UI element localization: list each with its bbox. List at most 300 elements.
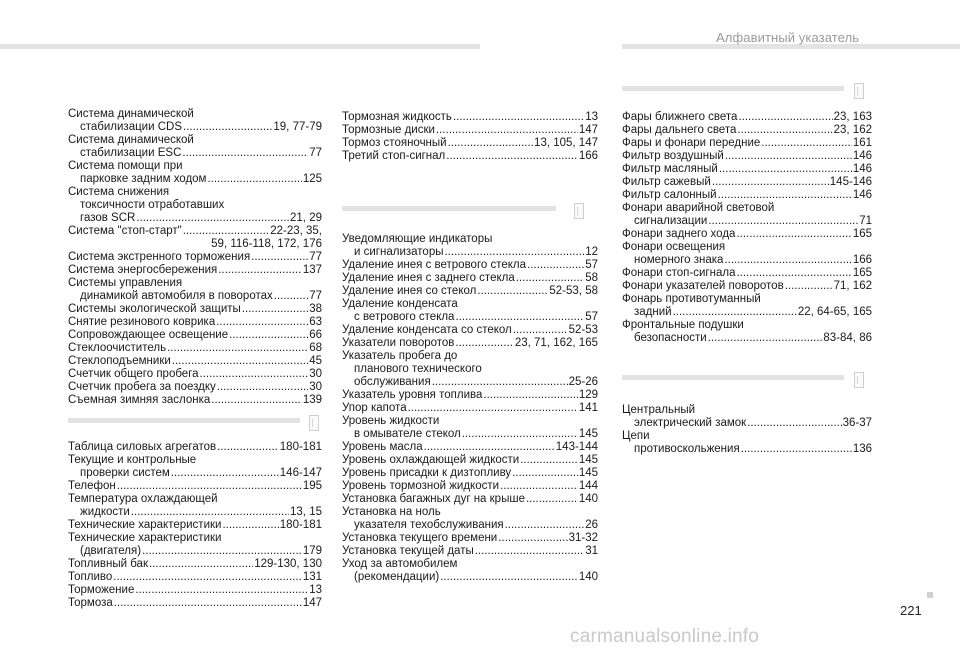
entry-heading: Система динамической [68,134,194,146]
entry-heading: Уход за автомобилем [342,558,458,570]
index-entry [342,415,598,441]
index-entry [342,441,598,454]
dot-leader [149,558,253,571]
index-entry [342,467,598,480]
index-entry [342,285,598,298]
entry-pages: 12 [585,246,598,258]
index-entry [622,404,872,430]
index-entry [342,402,598,415]
dot-leader [785,280,833,293]
index-column [622,404,872,456]
index-entry [68,493,322,519]
entry-text: Таблица силовых агрегатов [68,441,217,453]
entry-pages: 129-130, 130 [254,558,322,570]
index-entry [342,506,598,532]
index-entry [68,134,322,160]
dot-leader [432,376,568,389]
dot-leader [718,189,852,202]
entry-pages: 166 [852,254,872,266]
entry-pages: 36-37 [842,417,872,429]
entry-pages: 23, 163 [833,111,872,123]
index-entry [342,298,598,324]
page-number: 221 [900,603,922,618]
entry-pages: 13 [309,584,322,596]
index-entry [68,277,322,303]
index-entry [622,163,872,176]
entry-pages: 145 [578,454,598,466]
entry-heading: Фонарь противотуманный [622,293,761,305]
entry-pages: 166 [578,150,598,162]
index-entry [68,251,322,264]
entry-pages: 58 [585,272,598,284]
entry-text: сигнализации [634,215,708,227]
entry-text: жидкости [80,506,130,518]
entry-text: указателя техобслуживания [354,519,504,531]
entry-text: Упор капота [342,402,407,414]
dot-leader [444,246,584,259]
entry-text: Фильтр воздушный [622,150,724,162]
entry-text: Стеклоподъемники [68,355,171,367]
entry-pages: 145 [578,428,598,440]
entry-text: Фонари стоп-сигнала [622,267,736,279]
dot-leader [455,337,513,350]
page-header-title: Алфавитный указатель [716,30,860,45]
dot-leader [483,389,577,402]
index-entry [68,480,322,493]
entry-heading: Системы управления [68,277,183,289]
entry-heading: Установка на ноль [342,506,441,518]
index-entry [68,441,322,454]
index-entry [342,493,598,506]
entry-pages: 147 [302,597,322,609]
entry-heading: Система помощи при [68,160,183,172]
dot-leader [477,285,548,298]
entry-text: Стеклоочиститель [68,342,167,354]
entry-heading: Технические характеристики [68,532,222,544]
entry-pages: 31 [585,545,598,557]
dot-leader [408,402,578,415]
dot-leader [738,111,832,124]
dot-leader [736,228,851,241]
entry-pages: 145-146 [829,176,872,188]
index-entry [342,350,598,389]
index-entry [342,558,598,584]
index-entry [68,342,322,355]
entry-text: Установка текущего времени [342,532,498,544]
entry-pages: 13, 15 [290,506,322,518]
entry-text: Тормозные диски [342,124,435,136]
entry-pages: 66 [309,329,322,341]
entry-text: Тормозная жидкость [342,111,452,123]
index-entry [68,558,322,571]
entry-pages: 30 [309,381,322,393]
dot-leader [172,355,308,368]
dot-leader [136,212,289,225]
page-corner-mark [927,592,933,598]
dot-leader [516,272,584,285]
index-entry [342,532,598,545]
section-marker-icon [309,415,319,431]
entry-heading: Температура охлаждающей [68,493,218,505]
dot-leader [708,215,858,228]
index-entry [622,228,872,241]
dot-leader [741,443,852,456]
index-entry [342,389,598,402]
dot-leader [207,173,301,186]
index-column [68,108,322,407]
index-entry [68,186,322,225]
index-entry [622,280,872,293]
entry-text: парковке задним ходом [80,173,207,185]
index-entry [68,597,322,610]
index-entry [622,189,872,202]
entry-pages: 137 [302,264,322,276]
index-entry [622,137,872,150]
entry-text: Технические характеристики [68,519,222,531]
index-entry [68,108,322,134]
entry-text: с ветрового стекла [354,311,455,323]
index-entry [622,267,872,280]
entry-text: Фары и фонари передние [622,137,761,149]
entry-text: Удаление инея со стекол [342,285,477,297]
entry-pages: 71 [859,215,872,227]
entry-heading: Система динамической [68,108,194,120]
entry-pages: 22, 64-65, 165 [797,306,872,318]
index-entry [622,319,872,345]
entry-text: Фонари указателей поворотов [622,280,784,292]
dot-leader [453,111,584,124]
entry-pages: 63 [309,316,322,328]
entry-heading: Фронтальные подушки [622,319,744,331]
entry-pages: 23, 162 [833,124,872,136]
entry-text: Установка багажных дуг на крыше [342,493,525,505]
entry-text: противоскольжения [634,443,740,455]
entry-pages: 141 [578,402,598,414]
entry-pages: 52-53, 58 [549,285,598,297]
dot-leader [761,137,852,150]
entry-text: Третий стоп-сигнал [342,150,446,162]
entry-text: Система экстренного торможения [68,251,251,263]
entry-pages: 38 [309,303,322,315]
entry-text: номерного знака [634,254,724,266]
entry-heading: Удаление конденсата [342,298,458,310]
entry-text: газов SCR [80,212,136,224]
entry-pages: 131 [302,571,322,583]
entry-text: Системы экологической защиты [68,303,241,315]
entry-text: Тормоз стояночный [342,137,447,149]
dot-leader [242,303,308,316]
entry-pages: 140 [578,493,598,505]
entry-pages: 165 [852,267,872,279]
entry-text: Удаление инея с заднего стекла [342,272,515,284]
section-marker-icon [574,203,584,219]
entry-text: Система энергосбережения [68,264,218,276]
entry-text: Фары ближнего света [622,111,738,123]
entry-text: Уровень охлаждающей жидкости [342,454,520,466]
entry-pages: 180-181 [279,441,322,453]
entry-pages: 22-23, 35, [270,225,322,237]
index-entry [68,394,322,407]
entry-text: Фары дальнего света [622,124,737,136]
entry-text: электрический замок [634,417,747,429]
index-entry [342,150,598,163]
entry-pages: 13, 105, 147 [534,137,598,149]
index-column [68,441,322,610]
dot-leader [712,176,829,189]
entry-text: Топливный бак [68,558,148,570]
entry-pages: 19, 77-79 [273,121,322,133]
dot-leader [200,368,309,381]
index-entry [68,571,322,584]
entry-heading: Система снижения [68,186,170,198]
dot-leader [512,467,578,480]
entry-pages: 57 [585,311,598,323]
index-entry [622,293,872,319]
index-entry [342,259,598,272]
entry-text: динамикой автомобиля в поворотах [80,290,273,302]
dot-leader [217,441,279,454]
entry-pages: 77 [309,147,322,159]
entry-pages: 21, 29 [290,212,322,224]
entry-pages: 161 [852,137,872,149]
entry-pages: 13 [585,111,598,123]
entry-heading: Указатель пробега до [342,350,458,362]
entry-pages: 71, 162 [833,280,872,292]
dot-leader [218,264,302,277]
section-marker-icon [854,83,864,99]
entry-pages: 146 [852,163,872,175]
dot-leader [183,225,269,238]
index-entry [342,137,598,150]
dot-leader [719,163,852,176]
dot-leader [117,480,302,493]
entry-text: Фильтр салонный [622,189,717,201]
dot-leader [183,121,272,134]
dot-leader [462,428,578,441]
entry-text: Уровень масла [342,441,423,453]
entry-text: стабилизации ESC [80,147,182,159]
entry-text: задний [634,306,672,318]
entry-text: Уровень тормозной жидкости [342,480,500,492]
entry-pages: 165 [852,228,872,240]
dot-leader [182,147,308,160]
index-column [342,111,598,163]
entry-text: проверки систем [80,467,170,479]
index-entry [622,176,872,189]
entry-heading: Уровень жидкости [342,415,440,427]
index-entry [68,381,322,394]
entry-pages: 146 [852,189,872,201]
entry-heading: Центральный [622,404,696,416]
entry-text: Фильтр масляный [622,163,718,175]
index-entry [342,124,598,137]
index-entry [342,324,598,337]
dot-leader [222,519,278,532]
index-entry [68,355,322,368]
index-entry [68,303,322,316]
entry-pages: 146-147 [279,467,322,479]
entry-pages: 25-26 [568,376,598,388]
dot-leader [527,259,584,272]
entry-text: Торможение [68,584,135,596]
index-entry [68,454,322,480]
dot-leader [513,324,568,337]
dot-leader [135,584,308,597]
entry-text: Указатель уровня топлива [342,389,483,401]
dot-leader [725,150,852,163]
dot-leader [113,571,302,584]
index-entry [68,532,322,558]
index-entry [622,124,872,137]
entry-text: Система "стоп-старт" [68,225,182,237]
index-entry [342,480,598,493]
entry-pages: 195 [302,480,322,492]
entry-pages: 180-181 [279,519,322,531]
dot-leader [274,290,308,303]
entry-text: (рекомендации) [354,571,440,583]
entry-text: Счетчик общего пробега [68,368,199,380]
entry-heading: Фонари аварийной световой [622,202,775,214]
entry-text: Удаление конденсата со стекол [342,324,512,336]
dot-leader [505,519,585,532]
entry-text: (двигателя) [80,545,142,557]
entry-pages: 52-53 [568,324,598,336]
index-entry [68,519,322,532]
entry-pages: 30 [309,368,322,380]
entry-text: Фильтр сажевый [622,176,711,188]
entry-text: и сигнализаторы [354,246,444,258]
entry-heading: планового технического [354,363,482,375]
index-entry [342,545,598,558]
header-bar-left [0,44,480,49]
entry-text: Фонари заднего хода [622,228,736,240]
dot-leader [737,124,832,137]
dot-leader [673,306,797,319]
dot-leader [171,467,279,480]
index-entry [342,111,598,124]
dot-leader [424,441,555,454]
entry-pages: 140 [578,571,598,583]
entry-text: Установка текущей даты [342,545,474,557]
entry-text: Съемная зимняя заслонка [68,394,211,406]
entry-text: Счетчик пробега за поездку [68,381,216,393]
section-marker-icon [854,372,864,388]
entry-pages: 143-144 [555,441,598,453]
dot-leader [747,417,841,430]
entry-heading: токсичности отработавших [80,199,225,211]
index-entry [342,337,598,350]
dot-leader [229,329,308,342]
dot-leader [446,150,578,163]
entry-pages: 77 [309,290,322,302]
entry-pages-extra: 59, 116-118, 172, 176 [211,238,322,250]
index-entry [68,316,322,329]
index-entry [622,150,872,163]
dot-leader [216,316,308,329]
index-entry [622,430,872,456]
index-entry [68,329,322,342]
entry-text: Телефон [68,480,116,492]
entry-pages: 179 [302,545,322,557]
index-entry [622,241,872,267]
entry-pages: 146 [852,150,872,162]
dot-leader [114,597,302,610]
entry-pages: 125 [302,173,322,185]
dot-leader [455,311,584,324]
entry-pages: 45 [309,355,322,367]
entry-heading: Текущие и контрольные [68,454,197,466]
index-entry [68,368,322,381]
entry-text: обслуживания [354,376,431,388]
dot-leader [131,506,289,519]
index-column [342,233,598,584]
entry-pages: 83-84, 86 [823,332,872,344]
entry-pages: 129 [578,389,598,401]
entry-pages: 26 [585,519,598,531]
index-entry [622,111,872,124]
entry-pages: 31-32 [568,532,598,544]
entry-text: Указатели поворотов [342,337,455,349]
dot-leader [436,124,578,137]
dot-leader [736,267,851,280]
dot-leader [498,532,567,545]
entry-pages: 145 [578,467,598,479]
dot-leader [520,454,578,467]
index-entry [342,454,598,467]
dot-leader [217,381,308,394]
dot-leader [167,342,308,355]
dot-leader [708,332,823,345]
entry-text: Удаление инея с ветрового стекла [342,259,527,271]
index-entry [68,160,322,186]
index-entry [342,233,598,259]
entry-pages: 144 [578,480,598,492]
entry-pages: 136 [852,443,872,455]
dot-leader [211,394,302,407]
index-entry [622,202,872,228]
entry-text: Сопровождающее освещение [68,329,229,341]
entry-text: Тормоза [68,597,113,609]
dot-leader [251,251,308,264]
entry-text: стабилизации CDS [80,121,183,133]
dot-leader [142,545,302,558]
entry-heading: Цепи [622,430,650,442]
entry-text: Топливо [68,571,113,583]
entry-text: Снятие резинового коврика [68,316,216,328]
entry-text: безопасности [634,332,707,344]
index-entry [68,225,322,251]
entry-pages: 57 [585,259,598,271]
index-entry [68,264,322,277]
entry-heading: Уведомляющие индикаторы [342,233,493,245]
dot-leader [500,480,578,493]
entry-pages: 77 [309,251,322,263]
dot-leader [448,137,533,150]
entry-text: Уровень присадки к дизтопливу [342,467,512,479]
entry-pages: 147 [578,124,598,136]
dot-leader [526,493,578,506]
entry-pages: 139 [302,394,322,406]
dot-leader [440,571,578,584]
index-entry [342,272,598,285]
index-entry [68,584,322,597]
entry-pages: 68 [309,342,322,354]
dot-leader [724,254,851,267]
dot-leader [475,545,584,558]
watermark: carmanualsonline.info [570,626,760,647]
index-column [622,111,872,345]
entry-heading: Фонари освещения [622,241,726,253]
